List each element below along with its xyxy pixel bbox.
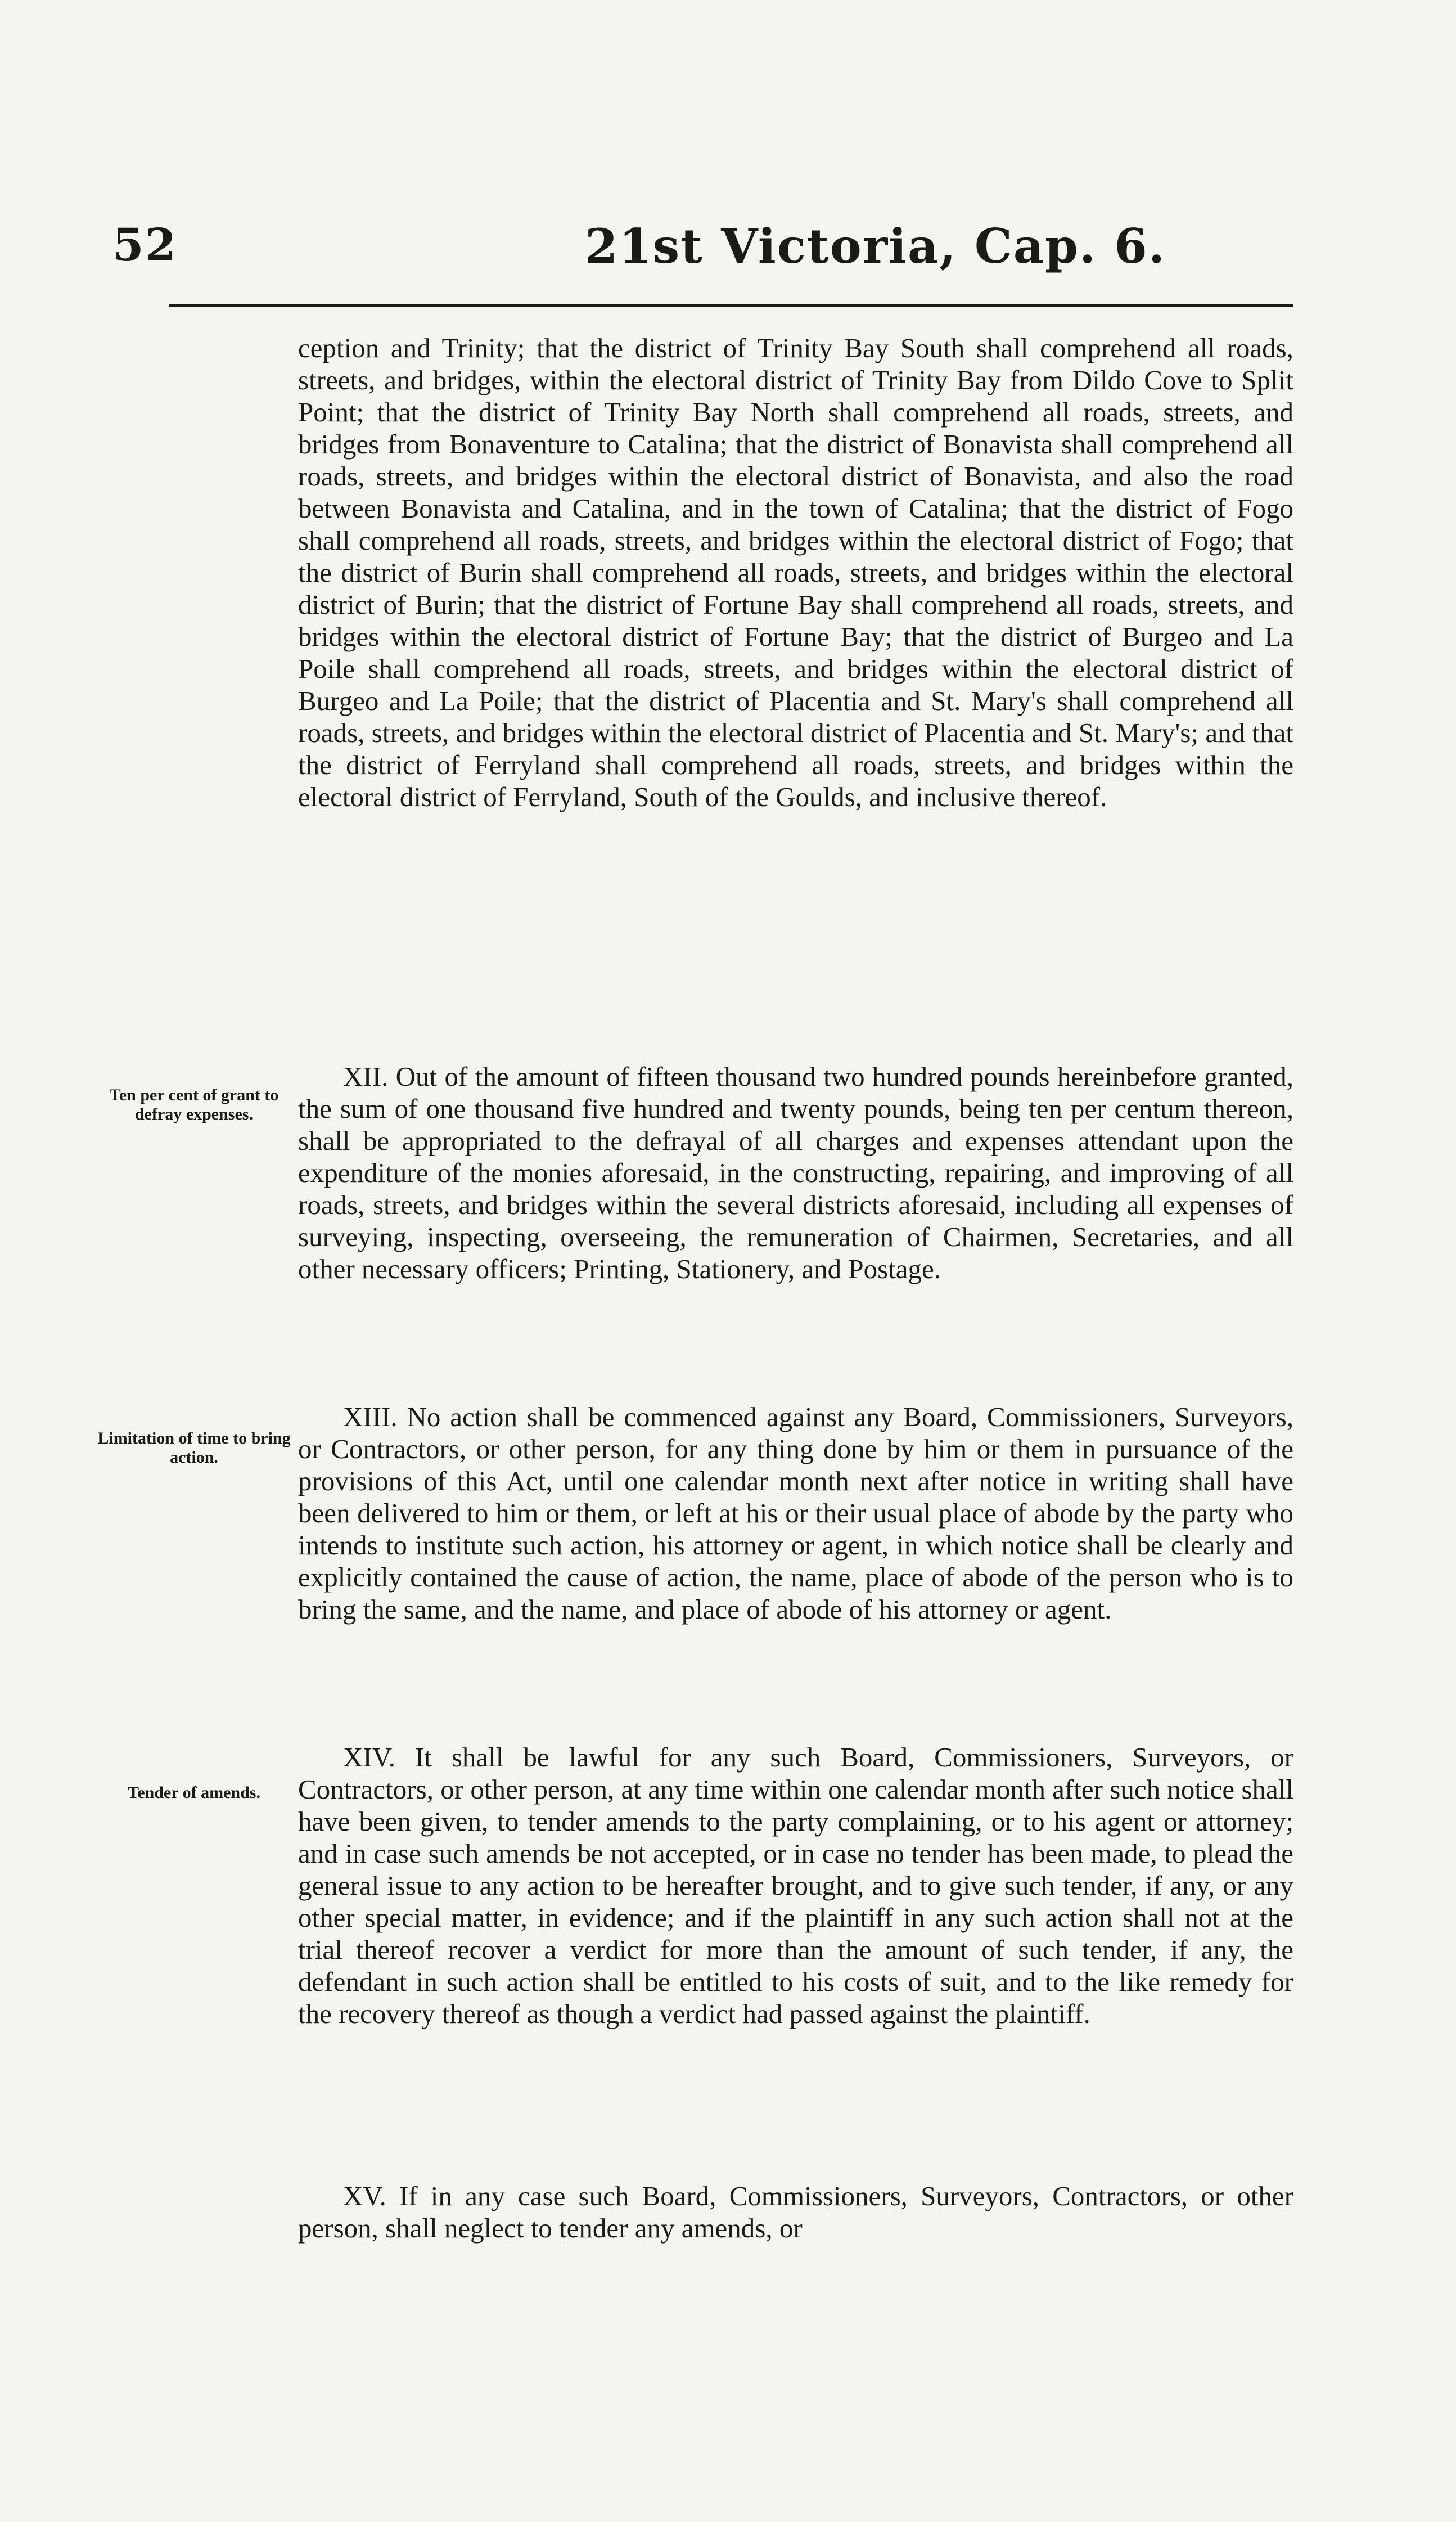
section-xiv-number: XIV. xyxy=(343,1742,396,1773)
section-xiv xyxy=(298,1741,1293,2030)
section-xiii-paragraph xyxy=(298,1401,1293,1625)
continuation-paragraph: ception and Trinity; that the district of Trinity Bay South shall comprehend all roads, streets, and bridges, within the electoral district of Trinity Bay from Dildo Cove to Split Point; that the district of Trinity Bay North shall comprehend all roads, streets, and bridges from Bonaventure to Catalina; that the district of Bonavista shall comprehend all roads, streets, and bridges within the electoral district of Bonavista, and also the road between Bonavista and Catalina, and in the town of Catalina; that the district of Fogo shall comprehend all roads, streets, and bridges within the electoral district of Fogo; that the district of Burin shall comprehend all roads, streets, and bridges within the electoral district of Burin; that the district of Fortune Bay shall comprehend all roads, streets, and bridges within the electoral district of Fortune Bay; that the district of Burgeo and La Poile shall comprehend all roads, streets, and bridges within the electoral district of Burgeo and La Poile; that the district of Placentia and St. Mary's shall comprehend all roads, streets, and bridges within the electoral district of Placentia and St. Mary's; and that the district of Ferryland shall comprehend all roads, streets, and bridges within the electoral district of Ferryland, South of the Goulds, and inclusive thereof. xyxy=(298,332,1293,812)
section-xiv-text: It shall be lawful for any such Board, Commissioners, Surveyors, or Contractors, or other person, at any time within one calendar month after such notice shall have been given, to tender amends to the party complaining, or to his agent or attorney; and in case such amends be not accepted, or in case no tender has been made, to plead the general issue to any action to be hereafter brought, and to give such tender, if any, or any other special matter, in evidence; and if the plaintiff in any such action shall not at the trial thereof recover a verdict for more than the amount of such tender, if any, the defendant in such action shall be entitled to his costs of suit, and to the like remedy for the recovery thereof as though a verdict had passed against the plaintiff. xyxy=(298,1742,1293,2029)
margin-note-section-xiv: Tender of amends. xyxy=(128,1783,260,1802)
section-xii-text: Out of the amount of fifteen thousand two hundred pounds hereinbefore granted, the sum of one thousand five hundred and twenty pounds, being ten per centum thereon, shall be appropriated to the defrayal of all charges and expenses attendant upon the expenditure of the monies aforesaid, in the constructing, repairing, and improving of all roads, streets, and bridges within the several districts aforesaid, including all expenses of surveying, inspecting, overseeing, the remuneration of Chairmen, Secretaries, and all other necessary officers; Printing, Stationery, and Postage. xyxy=(298,1061,1294,1284)
section-xii-number: XII. xyxy=(343,1061,389,1092)
section-xii-paragraph xyxy=(298,1060,1293,1285)
continuation-paragraph-block xyxy=(298,332,1293,813)
section-xiii xyxy=(298,1401,1293,1625)
margin-note-section-xiii: Limitation of time to bring action. xyxy=(97,1429,291,1467)
header-rule xyxy=(169,304,1293,307)
section-xiii-text: No action shall be commenced against any Board, Commissioners, Surveyors, or Contractors, or other person, for any thing done by him or them in pursuance of the provisions of this Act, until one calendar month next after notice in writing shall have been delivered to him or them, or left at his or their usual place of abode by the party who intends to institute such action, his attorney or agent, in which notice shall be clearly and explicitly contained the cause of action, the name, place of abode of the person who is to bring the same, and the name, and place of abode of his attorney or agent. xyxy=(298,1401,1294,1625)
section-xv-number: XV. xyxy=(343,2181,386,2211)
section-xii xyxy=(298,1060,1293,1285)
section-xv xyxy=(298,2180,1293,2244)
section-xv-text: If in any case such Board, Commissioners, Surveyors, Contractors, or other person, shall neglect to tender any amends, or xyxy=(298,2181,1293,2244)
page-number: 52 xyxy=(112,218,178,271)
margin-note-section-xii: Ten per cent of grant to defray expenses. xyxy=(109,1086,279,1123)
section-xiv-paragraph xyxy=(298,1741,1293,2030)
running-title: 21st Victoria, Cap. 6. xyxy=(585,218,1166,274)
section-xiii-number: XIII. xyxy=(343,1401,398,1432)
section-xv-paragraph xyxy=(298,2180,1293,2244)
